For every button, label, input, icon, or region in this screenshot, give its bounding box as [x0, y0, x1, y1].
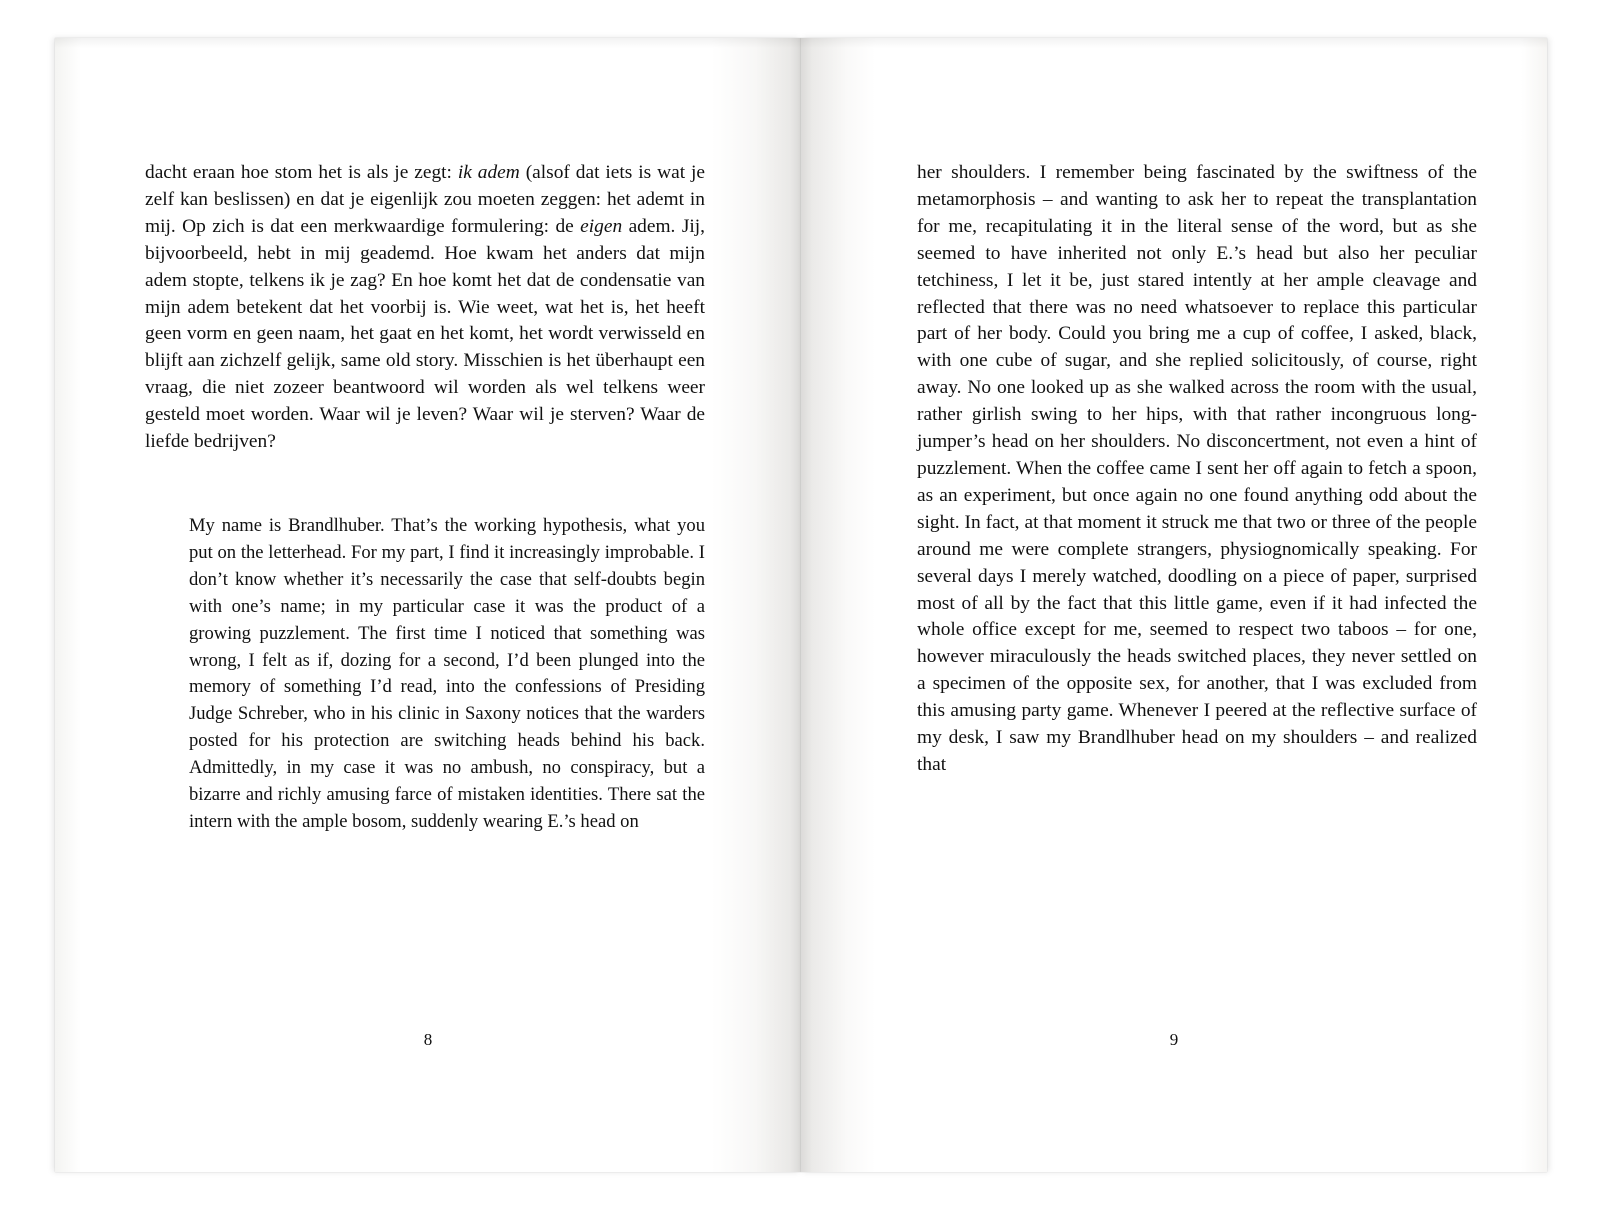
right-page-text-column: [917, 160, 1477, 779]
left-page: [55, 38, 801, 1172]
right-page-folio: 9: [1169, 1030, 1179, 1049]
left-page-top-shade: [55, 38, 801, 48]
right-page: [801, 38, 1547, 1172]
right-page-paragraph: her shoulders. I remember being fascinated by the swiftness of the metamorphosis – and wanting to ask her to repeat the transplantation for me, recapitulating it in the literal sense of the word, but as she seemed to have inherited not only E.’s head but also her peculiar tetchiness, I let it be, just stared intently at her ample cleavage and reflected that there was no need whatsoever to replace this particular part of her body. Could you bring me a cup of coffee, I asked, black, with one cube of sugar, and she replied solicitously, of course, right away. No one looked up as she walked across the room with the usual, rather girlish swing to her hips, with that rather incongruous long-jumper’s head on her shoulders. No disconcertment, not even a hint of puzzlement. When the coffee came I sent her off again to fetch a spoon, as an experiment, but once again no one found anything odd about the sight. In fact, at that moment it struck me that two or three of the people around me were complete strangers, physiognomically speaking. For several days I merely watched, doodling on a piece of paper, surprised most of all by the fact that this little game, even if it had infected the whole office except for me, seemed to respect two taboos – for one, however miraculously the heads switched places, they never settled on a specimen of the opposite sex, for another, that I was excluded from this amusing party game. Whenever I peered at the reflective surface of my desk, I saw my Brandlhuber head on my shoulders – and realized that: [917, 162, 1477, 775]
right-page-top-shade: [801, 38, 1547, 48]
left-page-paragraph: dacht eraan hoe stom het is als je zegt: ik adem (alsof dat iets is wat je zelf kan beslissen) en dat je eigenlijk zou moeten zeggen: het ademt in mij. Op zich is dat een merkwaardige formulering: de eigen adem. Jij, bijvoorbeeld, hebt in mij geademd. Hoe kwam het anders dat mijn adem stopte, telkens ik je zag? En hoe komt het dat de condensatie van mijn adem betekent dat het voorbij is. Wie weet, wat het is, het heeft geen vorm en geen naam, het gaat en het komt, het wordt verwisseld en blijft aan zichzelf gelijk, same old story. Misschien is het überhaupt een vraag, die niet zozeer beantwoord wil worden als wel telkens weer gesteld moet worden. Waar wil je leven? Waar wil je sterven? Waar de liefde bedrijven?: [145, 162, 706, 453]
left-page-block-quote: My name is Brandlhuber. That’s the working hypothesis, what you put on the letterhead. For my part, I find it increasingly improbable. I don’t know whether it’s necessarily the case that self-doubts begin with one’s name; in my particular case it was the product of a growing puzzlement. The first time I noticed that something was wrong, I felt as if, dozing for a second, I’d been plunged into the memory of something I’d read, into the confessions of Presiding Judge Schreber, who in his clinic in Saxony notices that the warders posted for his protection are switching heads behind his back. Admittedly, in my case it was no ambush, no conspiracy, but a bizarre and richly amusing farce of mistaken identities. There sat the intern with the ample bosom, suddenly wearing E.’s head on: [189, 514, 705, 832]
left-page-folio: 8: [423, 1030, 433, 1049]
left-page-text-column: [145, 160, 705, 836]
book-spread: [55, 38, 1547, 1172]
